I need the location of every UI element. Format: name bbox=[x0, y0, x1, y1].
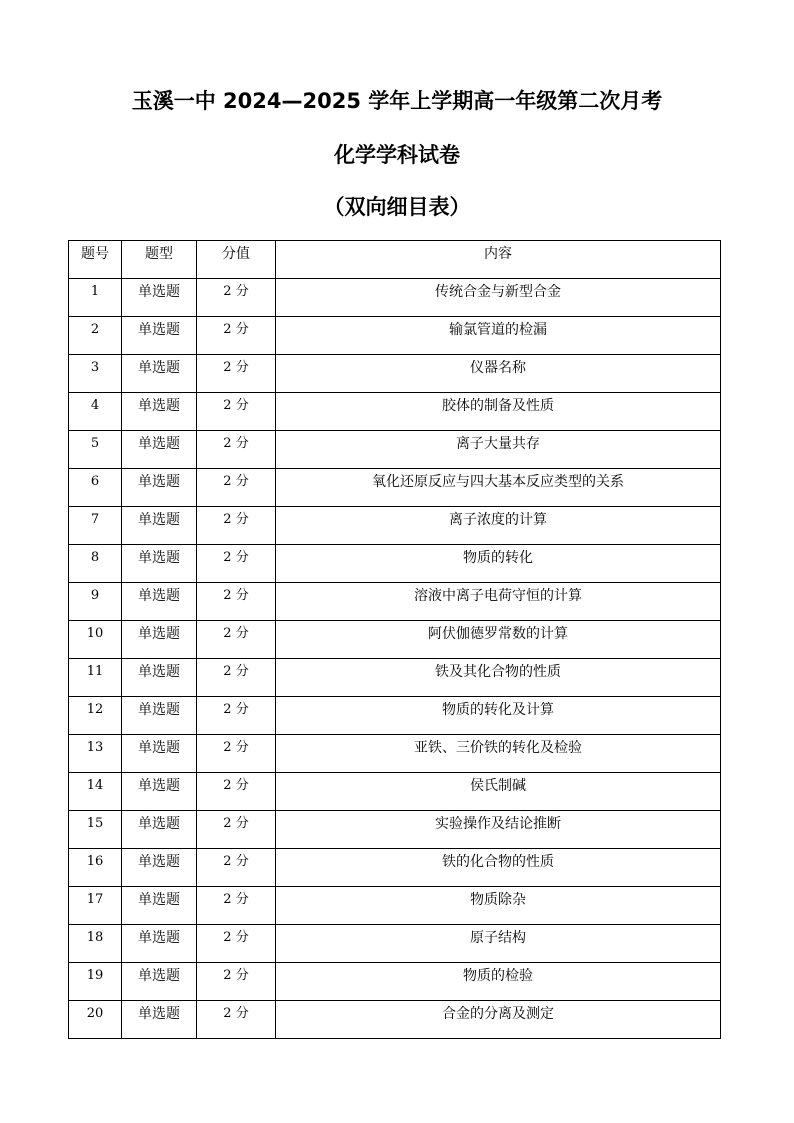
table-row bbox=[69, 279, 721, 317]
table-row bbox=[69, 811, 721, 849]
cell-question-type: 单选题 bbox=[122, 469, 197, 507]
cell-question-type: 单选题 bbox=[122, 925, 197, 963]
cell-content: 物质的检验 bbox=[276, 963, 721, 1001]
cell-score: 2 分 bbox=[197, 279, 276, 317]
cell-question-type: 单选题 bbox=[122, 811, 197, 849]
cell-score: 2 分 bbox=[197, 507, 276, 545]
cell-content: 侯氏制碱 bbox=[276, 773, 721, 811]
cell-score: 2 分 bbox=[197, 355, 276, 393]
cell-question-number: 6 bbox=[69, 469, 122, 507]
cell-content: 铁及其化合物的性质 bbox=[276, 659, 721, 697]
table-row bbox=[69, 507, 721, 545]
header-content: 内容 bbox=[276, 241, 721, 279]
cell-question-type: 单选题 bbox=[122, 621, 197, 659]
cell-question-number: 20 bbox=[69, 1001, 122, 1039]
cell-content: 铁的化合物的性质 bbox=[276, 849, 721, 887]
cell-question-number: 17 bbox=[69, 887, 122, 925]
cell-question-type: 单选题 bbox=[122, 773, 197, 811]
table-row bbox=[69, 697, 721, 735]
cell-question-type: 单选题 bbox=[122, 735, 197, 773]
exam-subject-title: 化学学科试卷 bbox=[334, 143, 460, 167]
cell-score: 2 分 bbox=[197, 583, 276, 621]
cell-question-number: 11 bbox=[69, 659, 122, 697]
cell-question-type: 单选题 bbox=[122, 431, 197, 469]
cell-score: 2 分 bbox=[197, 773, 276, 811]
cell-question-number: 9 bbox=[69, 583, 122, 621]
cell-score: 2 分 bbox=[197, 659, 276, 697]
header-question-type: 题型 bbox=[122, 241, 197, 279]
cell-question-type: 单选题 bbox=[122, 507, 197, 545]
cell-score: 2 分 bbox=[197, 849, 276, 887]
cell-question-number: 7 bbox=[69, 507, 122, 545]
cell-question-type: 单选题 bbox=[122, 545, 197, 583]
cell-question-type: 单选题 bbox=[122, 887, 197, 925]
cell-question-number: 14 bbox=[69, 773, 122, 811]
cell-content: 离子浓度的计算 bbox=[276, 507, 721, 545]
cell-content: 阿伏伽德罗常数的计算 bbox=[276, 621, 721, 659]
cell-score: 2 分 bbox=[197, 887, 276, 925]
table-row bbox=[69, 735, 721, 773]
exam-table-subtitle: （双向细目表） bbox=[323, 195, 471, 219]
table-row bbox=[69, 545, 721, 583]
cell-score: 2 分 bbox=[197, 545, 276, 583]
cell-question-number: 12 bbox=[69, 697, 122, 735]
cell-question-number: 18 bbox=[69, 925, 122, 963]
cell-content: 传统合金与新型合金 bbox=[276, 279, 721, 317]
cell-question-number: 16 bbox=[69, 849, 122, 887]
cell-question-number: 3 bbox=[69, 355, 122, 393]
cell-score: 2 分 bbox=[197, 811, 276, 849]
table-row bbox=[69, 1001, 721, 1039]
cell-question-type: 单选题 bbox=[122, 1001, 197, 1039]
table-row bbox=[69, 659, 721, 697]
cell-question-type: 单选题 bbox=[122, 697, 197, 735]
cell-content: 离子大量共存 bbox=[276, 431, 721, 469]
cell-question-number: 10 bbox=[69, 621, 122, 659]
cell-content: 物质的转化 bbox=[276, 545, 721, 583]
cell-question-type: 单选题 bbox=[122, 279, 197, 317]
table-row bbox=[69, 773, 721, 811]
cell-content: 物质除杂 bbox=[276, 887, 721, 925]
table-row bbox=[69, 887, 721, 925]
cell-content: 原子结构 bbox=[276, 925, 721, 963]
cell-content: 胶体的制备及性质 bbox=[276, 393, 721, 431]
cell-question-type: 单选题 bbox=[122, 583, 197, 621]
cell-score: 2 分 bbox=[197, 1001, 276, 1039]
table-row bbox=[69, 925, 721, 963]
table-row bbox=[69, 469, 721, 507]
cell-question-type: 单选题 bbox=[122, 963, 197, 1001]
table-row bbox=[69, 393, 721, 431]
cell-content: 氧化还原反应与四大基本反应类型的关系 bbox=[276, 469, 721, 507]
table-row bbox=[69, 317, 721, 355]
exam-title: 玉溪一中 2024—2025 学年上学期高一年级第二次月考 bbox=[131, 89, 663, 113]
table-header-row bbox=[69, 241, 721, 279]
table-row bbox=[69, 431, 721, 469]
cell-score: 2 分 bbox=[197, 317, 276, 355]
cell-question-number: 8 bbox=[69, 545, 122, 583]
specification-table bbox=[68, 240, 721, 1039]
table-row bbox=[69, 583, 721, 621]
table-row bbox=[69, 621, 721, 659]
table-row bbox=[69, 849, 721, 887]
cell-question-number: 15 bbox=[69, 811, 122, 849]
cell-question-number: 19 bbox=[69, 963, 122, 1001]
table-row bbox=[69, 355, 721, 393]
cell-question-number: 2 bbox=[69, 317, 122, 355]
cell-question-type: 单选题 bbox=[122, 317, 197, 355]
cell-content: 溶液中离子电荷守恒的计算 bbox=[276, 583, 721, 621]
cell-score: 2 分 bbox=[197, 393, 276, 431]
cell-question-number: 5 bbox=[69, 431, 122, 469]
cell-content: 亚铁、三价铁的转化及检验 bbox=[276, 735, 721, 773]
cell-question-number: 1 bbox=[69, 279, 122, 317]
cell-content: 合金的分离及测定 bbox=[276, 1001, 721, 1039]
cell-score: 2 分 bbox=[197, 621, 276, 659]
cell-score: 2 分 bbox=[197, 697, 276, 735]
cell-score: 2 分 bbox=[197, 469, 276, 507]
header-score: 分值 bbox=[197, 241, 276, 279]
header-question-number: 题号 bbox=[69, 241, 122, 279]
cell-content: 物质的转化及计算 bbox=[276, 697, 721, 735]
cell-question-type: 单选题 bbox=[122, 393, 197, 431]
table-row bbox=[69, 963, 721, 1001]
cell-question-number: 4 bbox=[69, 393, 122, 431]
cell-score: 2 分 bbox=[197, 963, 276, 1001]
cell-content: 实验操作及结论推断 bbox=[276, 811, 721, 849]
cell-question-type: 单选题 bbox=[122, 849, 197, 887]
cell-content: 输氯管道的检漏 bbox=[276, 317, 721, 355]
cell-content: 仪器名称 bbox=[276, 355, 721, 393]
table-body bbox=[69, 279, 721, 1039]
cell-question-number: 13 bbox=[69, 735, 122, 773]
cell-score: 2 分 bbox=[197, 925, 276, 963]
cell-question-type: 单选题 bbox=[122, 355, 197, 393]
cell-question-type: 单选题 bbox=[122, 659, 197, 697]
cell-score: 2 分 bbox=[197, 735, 276, 773]
cell-score: 2 分 bbox=[197, 431, 276, 469]
